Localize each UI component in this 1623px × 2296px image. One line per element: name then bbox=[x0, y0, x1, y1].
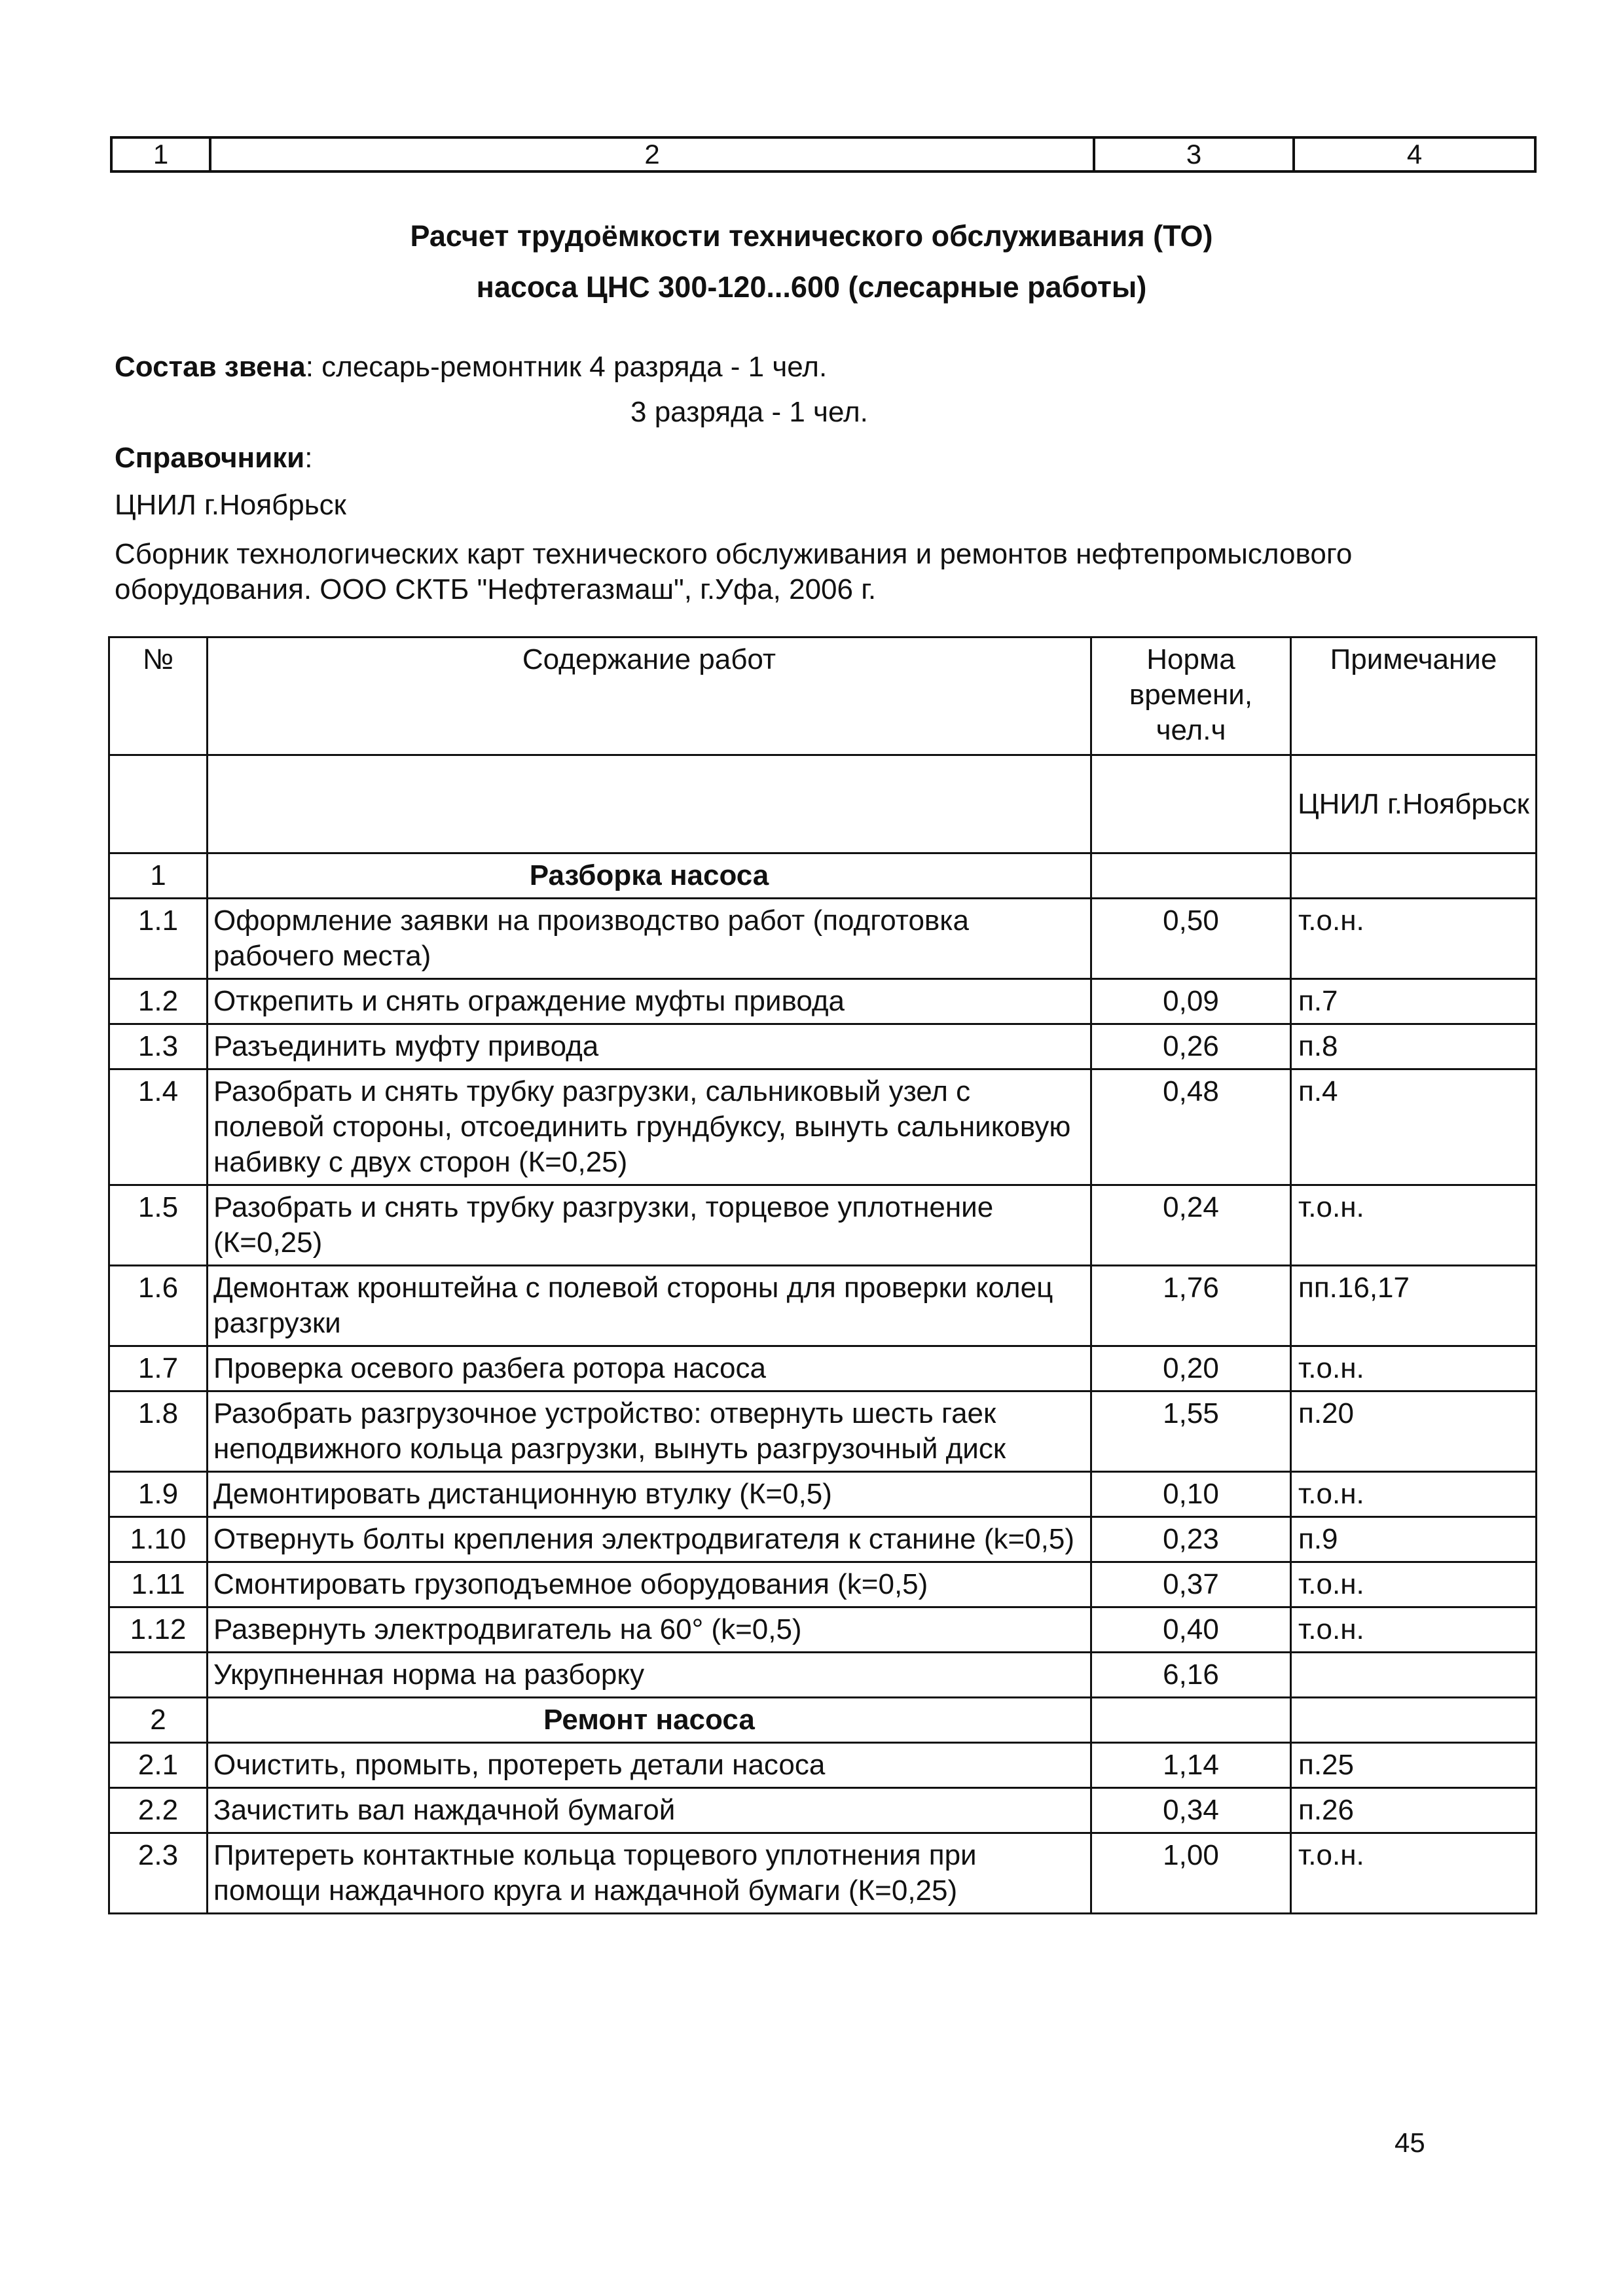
column-number-3: 3 bbox=[1094, 137, 1294, 171]
row-note: т.о.н. bbox=[1291, 1833, 1537, 1914]
row-work: Разобрать и снять трубку разгрузки, сальниковый узел с полевой стороны, отсоединить грундбуксу, вынуть сальниковую набивку с двух сторон (К=0,25) bbox=[208, 1069, 1091, 1185]
section-2-row bbox=[109, 1698, 1537, 1743]
row-note: п.26 bbox=[1291, 1788, 1537, 1833]
section-2-number: 2 bbox=[109, 1698, 208, 1743]
crew-line-1 bbox=[115, 351, 827, 384]
header-work: Содержание работ bbox=[208, 637, 1091, 755]
row-work: Открепить и снять ограждение муфты привода bbox=[208, 979, 1091, 1024]
row-norm: 0,23 bbox=[1091, 1517, 1291, 1562]
table-row bbox=[109, 1788, 1537, 1833]
subtotal-label: Укрупненная норма на разборку bbox=[208, 1653, 1091, 1698]
row-norm: 0,48 bbox=[1091, 1069, 1291, 1185]
column-number-strip bbox=[110, 136, 1537, 173]
references-colon: : bbox=[304, 442, 313, 474]
row-work: Разъединить муфту привода bbox=[208, 1024, 1091, 1069]
row-work: Демонтаж кронштейна с полевой стороны для проверки колец разгрузки bbox=[208, 1266, 1091, 1346]
row-norm: 1,76 bbox=[1091, 1266, 1291, 1346]
row-norm: 1,14 bbox=[1091, 1743, 1291, 1788]
row-note: пп.16,17 bbox=[1291, 1266, 1537, 1346]
table-row bbox=[109, 1743, 1537, 1788]
row-number: 1.11 bbox=[109, 1562, 208, 1607]
row-number: 2.3 bbox=[109, 1833, 208, 1914]
column-number-2: 2 bbox=[210, 137, 1094, 171]
row-note: п.9 bbox=[1291, 1517, 1537, 1562]
section-1-row bbox=[109, 853, 1537, 899]
column-number-1: 1 bbox=[111, 137, 210, 171]
page-number: 45 bbox=[1395, 2127, 1425, 2158]
row-number: 1.3 bbox=[109, 1024, 208, 1069]
row-norm: 0,37 bbox=[1091, 1562, 1291, 1607]
crew-grade-3: 3 разряда - 1 чел. bbox=[630, 396, 868, 428]
row-norm: 0,09 bbox=[1091, 979, 1291, 1024]
header-number: № bbox=[109, 637, 208, 755]
source-row bbox=[109, 755, 1537, 853]
row-work: Оформление заявки на производство работ (подготовка рабочего места) bbox=[208, 899, 1091, 979]
row-norm: 0,24 bbox=[1091, 1185, 1291, 1266]
references-heading bbox=[115, 442, 312, 475]
table-row bbox=[109, 1346, 1537, 1391]
section-1-number: 1 bbox=[109, 853, 208, 899]
header-note: Примечание bbox=[1291, 637, 1537, 755]
row-number: 2.1 bbox=[109, 1743, 208, 1788]
table-row bbox=[109, 1185, 1537, 1266]
row-work: Проверка осевого разбега ротора насоса bbox=[208, 1346, 1091, 1391]
table-row bbox=[109, 1472, 1537, 1517]
row-norm: 0,26 bbox=[1091, 1024, 1291, 1069]
row-note: т.о.н. bbox=[1291, 1607, 1537, 1653]
row-number: 1.8 bbox=[109, 1391, 208, 1472]
table-row bbox=[109, 1391, 1537, 1472]
row-note: т.о.н. bbox=[1291, 1472, 1537, 1517]
table-row bbox=[109, 899, 1537, 979]
subtotal-norm: 6,16 bbox=[1091, 1653, 1291, 1698]
row-work: Зачистить вал наждачной бумагой bbox=[208, 1788, 1091, 1833]
header-norm: Норма времени, чел.ч bbox=[1091, 637, 1291, 755]
row-work: Разобрать разгрузочное устройство: отвернуть шесть гаек неподвижного кольца разгрузки, вынуть разгрузочный диск bbox=[208, 1391, 1091, 1472]
row-norm: 0,50 bbox=[1091, 899, 1291, 979]
row-work: Демонтировать дистанционную втулку (К=0,5) bbox=[208, 1472, 1091, 1517]
crew-label: Состав звена bbox=[115, 351, 306, 383]
reference-1: ЦНИЛ г.Ноябрьск bbox=[115, 489, 346, 521]
row-norm: 0,34 bbox=[1091, 1788, 1291, 1833]
row-note: т.о.н. bbox=[1291, 1185, 1537, 1266]
row-number: 1.12 bbox=[109, 1607, 208, 1653]
row-number: 1.9 bbox=[109, 1472, 208, 1517]
labor-norms-table bbox=[108, 636, 1537, 1914]
document-title-line-2: насоса ЦНС 300-120...600 (слесарные работы) bbox=[476, 270, 1147, 304]
table-row bbox=[109, 1266, 1537, 1346]
table-row bbox=[109, 1607, 1537, 1653]
row-number: 1.2 bbox=[109, 979, 208, 1024]
row-norm: 1,55 bbox=[1091, 1391, 1291, 1472]
row-note: п.25 bbox=[1291, 1743, 1537, 1788]
row-number: 1.7 bbox=[109, 1346, 208, 1391]
section-1-title: Разборка насоса bbox=[208, 853, 1091, 899]
row-work: Развернуть электродвигатель на 60° (k=0,5) bbox=[208, 1607, 1091, 1653]
table-row bbox=[109, 1562, 1537, 1607]
row-note: п.7 bbox=[1291, 979, 1537, 1024]
row-note: п.4 bbox=[1291, 1069, 1537, 1185]
row-number: 1.5 bbox=[109, 1185, 208, 1266]
row-work: Разобрать и снять трубку разгрузки, торцевое уплотнение (К=0,25) bbox=[208, 1185, 1091, 1266]
source-note: ЦНИЛ г.Ноябрьск bbox=[1291, 755, 1537, 853]
subtotal-row bbox=[109, 1653, 1537, 1698]
table-header-row bbox=[109, 637, 1537, 755]
row-work: Отвернуть болты крепления электродвигателя к станине (k=0,5) bbox=[208, 1517, 1091, 1562]
row-note: т.о.н. bbox=[1291, 1346, 1537, 1391]
reference-2: Сборник технологических карт технического обслуживания и ремонтов нефтепромыслового оборудования. ООО СКТБ "Нефтегазмаш", г.Уфа, 2006 г. bbox=[115, 538, 1353, 605]
table-row bbox=[109, 1517, 1537, 1562]
row-number: 1.10 bbox=[109, 1517, 208, 1562]
row-norm: 0,40 bbox=[1091, 1607, 1291, 1653]
row-number: 1.4 bbox=[109, 1069, 208, 1185]
table-row bbox=[109, 979, 1537, 1024]
row-norm: 0,10 bbox=[1091, 1472, 1291, 1517]
row-work: Притереть контактные кольца торцевого уплотнения при помощи наждачного круга и наждачной бумаги (К=0,25) bbox=[208, 1833, 1091, 1914]
row-norm: 0,20 bbox=[1091, 1346, 1291, 1391]
crew-grade-4: : слесарь-ремонтник 4 разряда - 1 чел. bbox=[305, 351, 828, 383]
references-label: Справочники bbox=[115, 442, 305, 474]
row-note: т.о.н. bbox=[1291, 1562, 1537, 1607]
row-number: 1.6 bbox=[109, 1266, 208, 1346]
column-number-4: 4 bbox=[1294, 137, 1535, 171]
row-norm: 1,00 bbox=[1091, 1833, 1291, 1914]
table-row bbox=[109, 1024, 1537, 1069]
row-note: п.20 bbox=[1291, 1391, 1537, 1472]
row-note: п.8 bbox=[1291, 1024, 1537, 1069]
row-note: т.о.н. bbox=[1291, 899, 1537, 979]
row-number: 1.1 bbox=[109, 899, 208, 979]
section-2-title: Ремонт насоса bbox=[208, 1698, 1091, 1743]
table-row bbox=[109, 1069, 1537, 1185]
row-work: Смонтировать грузоподъемное оборудования (k=0,5) bbox=[208, 1562, 1091, 1607]
row-work: Очистить, промыть, протереть детали насоса bbox=[208, 1743, 1091, 1788]
document-title-line-1: Расчет трудоёмкости технического обслуживания (ТО) bbox=[410, 219, 1213, 253]
section-1-rows bbox=[109, 899, 1537, 1653]
table-row bbox=[109, 1833, 1537, 1914]
section-2-rows bbox=[109, 1743, 1537, 1914]
row-number: 2.2 bbox=[109, 1788, 208, 1833]
